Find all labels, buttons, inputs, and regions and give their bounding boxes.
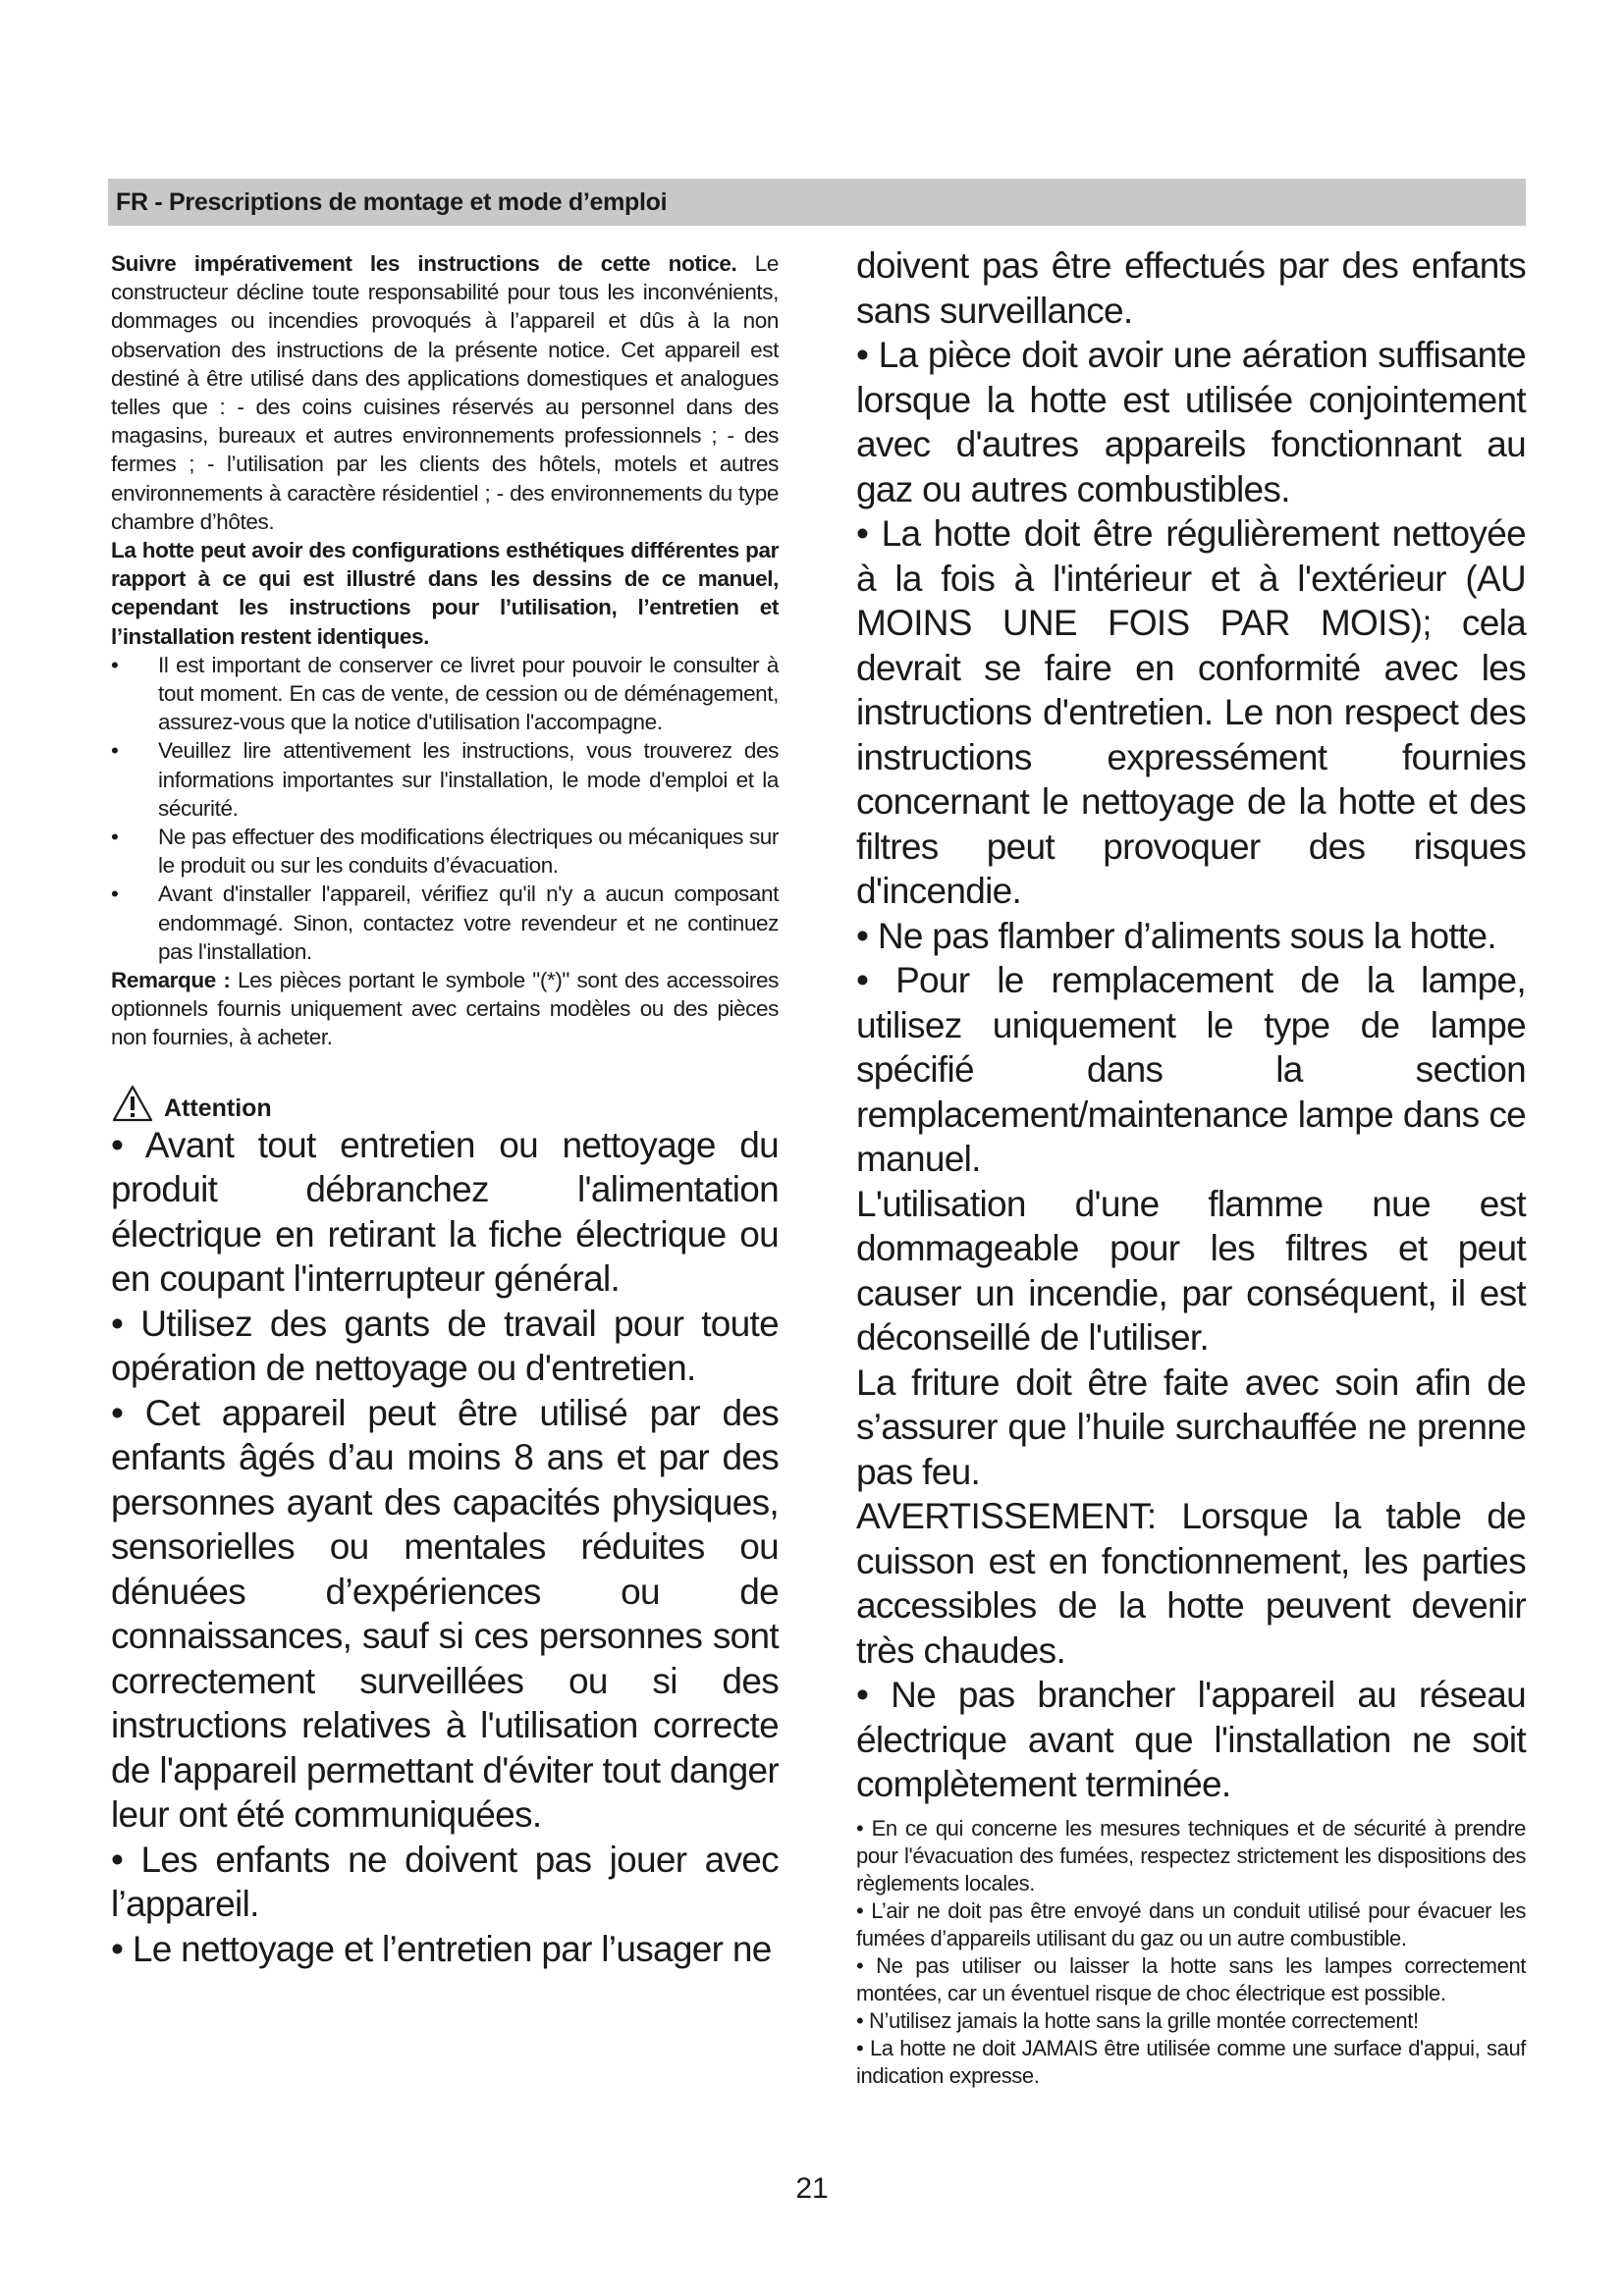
right-column: [856, 243, 1526, 2090]
warning-paragraph: • Avant tout entretien ou nettoyage du produit débranchez l'alimentation électrique en retirant la fiche électrique ou en coupant l'interrupteur général.: [111, 1124, 779, 1300]
warning-paragraph: La friture doit être faite avec soin afin de s’assurer que l’huile surchauffée ne prenne pas feu.: [856, 1362, 1526, 1492]
list-item: • Veuillez lire attentivement les instructions, vous trouverez des informations importantes sur l'installation, le mode d'emploi et la sécurité.: [111, 738, 779, 821]
bullet-dot: •: [111, 652, 119, 677]
intro-bold: Suivre impérativement les instructions de cette notice.: [111, 251, 737, 276]
bullet-dot: •: [111, 825, 119, 850]
warning-paragraph: • La hotte doit être régulièrement nettoyée à la fois à l'intérieur et à l'extérieur (AU MOINS UNE FOIS PAR MOIS); cela devrait se faire en conformité avec les instructions d'entretien. Le non respect des instructions expressément fournies concernant le nettoyage de la hotte et des filtres peut provoquer des risques d'incendie.: [856, 513, 1526, 911]
bullet-dot: •: [111, 738, 119, 764]
warning-paragraph: • La pièce doit avoir une aération suffisante lorsque la hotte est utilisée conjointement avec d'autres appareils fonctionnant au gaz ou autres combustibles.: [856, 335, 1526, 509]
warning-paragraph: • Ne pas flamber d’aliments sous la hotte.: [856, 915, 1496, 956]
left-column: [111, 249, 779, 1971]
remark-text: Les pièces portant le symbole "(*)" sont des accessoires optionnels fournis uniquement avec certains modèles ou des pièces non fournies, à acheter.: [111, 968, 779, 1050]
design-note: La hotte peut avoir des configurations esthétiques différentes par rapport à ce qui est illustré dans les dessins de ce manuel, cependant les instructions pour l’utilisation, l’entretien et l’installation restent identiques.: [111, 538, 779, 649]
warning-paragraph: • Cet appareil peut être utilisé par des enfants âgés d’au moins 8 ans et par des personnes ayant des capacités physiques, sensorielles ou mentales réduites ou dénuées d’expériences ou de connaissances, sauf si ces personnes sont correctement surveillées ou si des instructions relatives à l'utilisation correcte de l'appareil permettant d'éviter tout danger leur ont été communiquées.: [111, 1392, 779, 1836]
warning-paragraph: • Le nettoyage et l’entretien par l’usager ne: [111, 1928, 772, 1969]
warning-paragraph: AVERTISSEMENT: Lorsque la table de cuisson est en fonctionnement, les parties accessibles de la hotte peuvent devenir très chaudes.: [856, 1496, 1526, 1671]
attention-heading: [111, 1078, 779, 1123]
remark-paragraph: [111, 966, 779, 1052]
list-item: • Ne pas effectuer des modifications électriques ou mécaniques sur le produit ou sur les conduits d’évacuation.: [111, 825, 779, 879]
safety-note: • Ne pas utiliser ou laisser la hotte sans les lampes correctement montées, car un éventuel risque de choc électrique est possible.: [856, 1952, 1526, 2005]
safety-note: • L’air ne doit pas être envoyé dans un conduit utilisé pour évacuer les fumées d’appareils utilisant du gaz ou un autre combustible.: [856, 1897, 1526, 1950]
intro-text: Le constructeur décline toute responsabilité pour tous les inconvénients, dommages ou incendies provoqués à l’appareil et dûs à la non observation des instructions de la présente notice. Cet appareil est destiné à être utilisé dans des applications domestiques et analogues telles que : - des coins cuisines réservés au personnel dans des magasins, bureaux et autres environnements professionnels ; - des fermes ; - l’utilisation par les clients des hôtels, motels et autres environnements à caractère résidentiel ; - des environnements du type chambre d’hôtes.: [111, 251, 780, 534]
section-header: FR - Prescriptions de montage et mode d’emploi: [108, 179, 1526, 226]
remark-label: Remarque :: [111, 968, 231, 993]
warning-paragraph: doivent pas être effectués par des enfants sans surveillance.: [856, 245, 1526, 331]
safety-note: • N’utilisez jamais la hotte sans la grille montée correctement!: [856, 2007, 1419, 2033]
warning-paragraph: • Utilisez des gants de travail pour toute opération de nettoyage ou d'entretien.: [111, 1303, 779, 1389]
safety-note: • En ce qui concerne les mesures techniques et de sécurité à prendre pour l'évacuation des fumées, respectez strictement les dispositions des règlements locales.: [856, 1815, 1526, 1896]
warning-paragraph: • Les enfants ne doivent pas jouer avec l’appareil.: [111, 1839, 779, 1925]
bullet-dot: •: [111, 881, 119, 907]
list-item: • Avant d'installer l'appareil, vérifiez qu'il n'y a aucun composant endommagé. Sinon, contactez votre revendeur et ne continuez pas l'installation.: [111, 881, 779, 964]
safety-note: • La hotte ne doit JAMAIS être utilisée comme une surface d'appui, sauf indication expresse.: [856, 2035, 1526, 2088]
warning-paragraph: • Ne pas brancher l'appareil au réseau électrique avant que l'installation ne soit complètement terminée.: [856, 1675, 1526, 1804]
page-number: 21: [795, 2172, 829, 2205]
intro-paragraph: [111, 249, 779, 536]
list-item: • Il est important de conserver ce livret pour pouvoir le consulter à tout moment. En cas de vente, de cession ou de déménagement, assurez-vous que la notice d'utilisation l'accompagne.: [111, 652, 779, 735]
attention-label: Attention: [164, 1094, 272, 1122]
warning-triangle-icon: [111, 1084, 154, 1123]
warning-paragraph: L'utilisation d'une flamme nue est dommageable pour les filtres et peut causer un incendie, par conséquent, il est déconseillé de l'utiliser.: [856, 1183, 1526, 1358]
warning-paragraph: • Pour le remplacement de la lampe, utilisez uniquement le type de lampe spécifié dans la section remplacement/maintenance lampe dans ce manuel.: [856, 960, 1526, 1179]
